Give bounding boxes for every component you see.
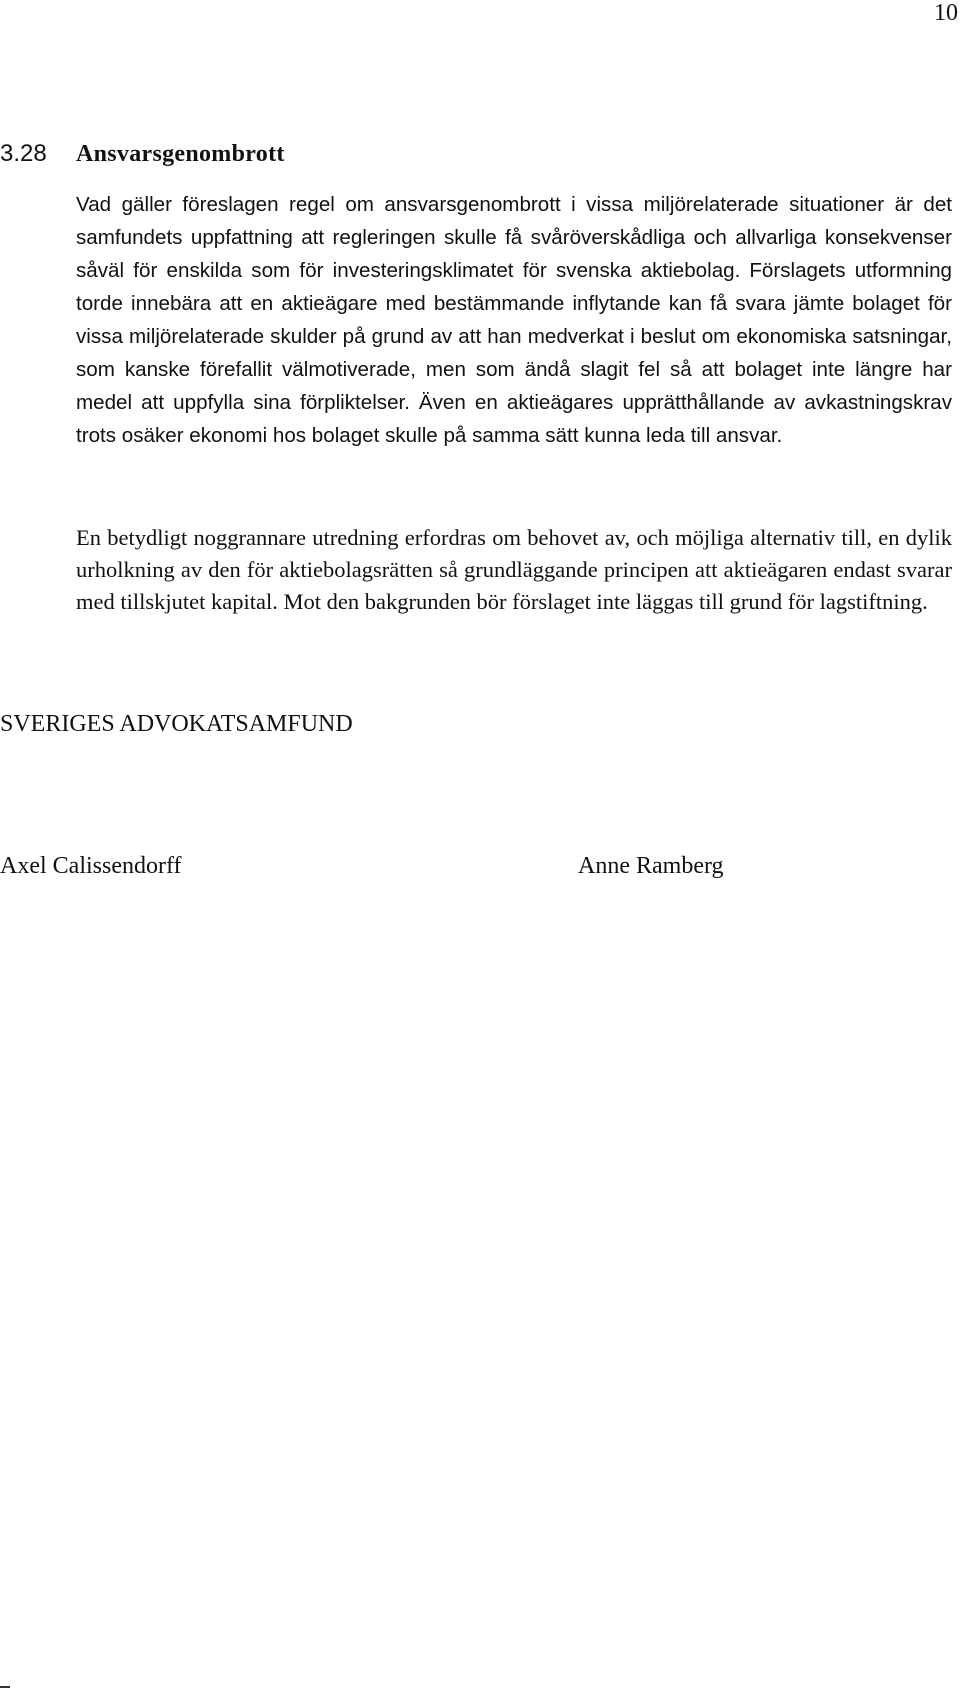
paragraph-1-part-1: Vad gäller föreslagen regel om ansvarsgenombrott i vissa miljörelaterade situationer är det samfundets uppfattning att regleringen skulle få svåröverskådliga och allvarliga konsekvenser såväl för enskilda som för investeringsklimatet för svenska aktiebolag.	[76, 193, 952, 282]
page-number: 10	[934, 0, 958, 26]
section-title: Ansvarsgenombrott	[76, 141, 285, 167]
signature-right: Anne Ramberg	[578, 853, 724, 879]
paragraph-2: En betydligt noggrannare utredning erfordras om behovet av, och möjliga alternativ till, en dylik urholkning av den för aktiebolagsrätten så grundläggande principen att aktieägaren endast svarar med tillskjutet kapital. Mot den bakgrunden bör förslaget inte läggas till grund för lagstiftning.	[76, 525, 952, 614]
paragraph-1	[76, 188, 952, 452]
section-number: 3.28	[0, 140, 47, 167]
footer-dash	[0, 1686, 10, 1688]
paragraph-1-part-2: Förslagets utformning torde innebära att en aktieägare med bestämmande inflytande kan få svara jämte bolaget för vissa miljörelaterade skulder på grund av att han medverkat i beslut om ekonomiska satsningar, som kanske förefallit välmotiverade, men som ändå slagit fel så att bolaget inte längre har medel att uppfylla sina förpliktelser.	[76, 259, 952, 414]
organization-name: SVERIGES ADVOKATSAMFUND	[0, 711, 353, 737]
signature-left: Axel Calissendorff	[0, 853, 182, 879]
section-heading	[0, 140, 285, 168]
paragraph-1-part-3: Även en aktieägares upprätthållande av avkastningskrav trots osäker ekonomi hos bolaget skulle på samma sätt kunna leda till ansvar.	[76, 391, 953, 447]
